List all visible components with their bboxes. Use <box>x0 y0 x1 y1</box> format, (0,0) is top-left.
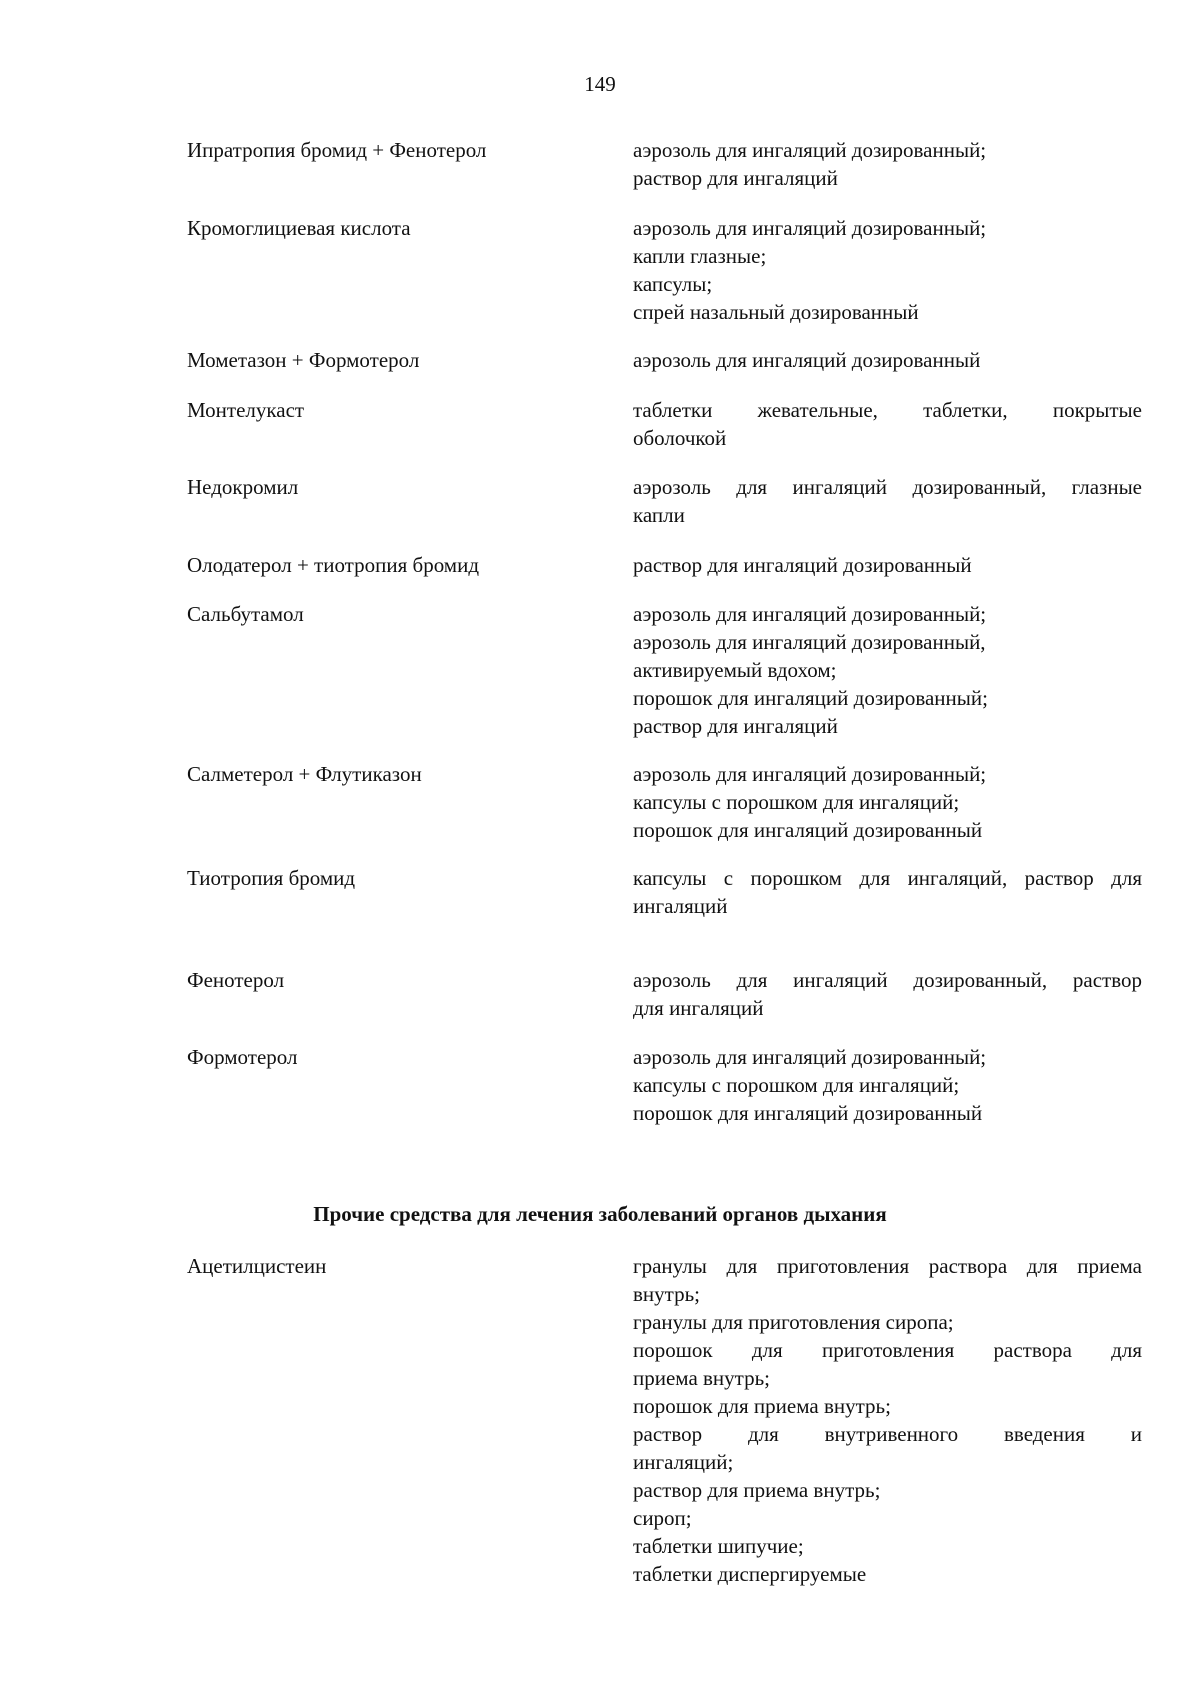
dosage-form-line: оболочкой <box>633 426 727 450</box>
dosage-form-line: таблетки жевательные, таблетки, покрытые <box>633 398 1142 422</box>
page-number: 149 <box>584 72 616 96</box>
dosage-form-line: раствор для ингаляций <box>633 166 838 190</box>
dosage-form-line: раствор для внутривенного введения и <box>633 1422 1142 1446</box>
dosage-forms <box>633 136 1142 192</box>
drug-name: Ипратропия бромид + Фенотерол <box>187 138 487 162</box>
dosage-form-line: для ингаляций <box>633 996 764 1020</box>
section-heading: Прочие средства для лечения заболеваний органов дыхания <box>313 1202 887 1226</box>
drug-name: Ацетилцистеин <box>187 1254 327 1278</box>
dosage-form-line: аэрозоль для ингаляций дозированный, глазные <box>633 475 1142 499</box>
dosage-form-line: гранулы для приготовления сиропа; <box>633 1310 954 1334</box>
dosage-forms <box>633 1043 1142 1127</box>
dosage-form-line: аэрозоль для ингаляций дозированный, <box>633 630 986 654</box>
dosage-form-line: капли глазные; <box>633 244 767 268</box>
dosage-form-line: капсулы с порошком для ингаляций, раствор для <box>633 866 1142 890</box>
dosage-forms <box>633 864 1142 920</box>
dosage-forms <box>633 473 1142 529</box>
drug-name: Олодатерол + тиотропия бромид <box>187 553 480 577</box>
drug-name: Кромоглициевая кислота <box>187 216 411 240</box>
dosage-forms <box>633 551 1142 579</box>
dosage-form-line: капсулы с порошком для ингаляций; <box>633 790 960 814</box>
dosage-form-line: капсулы; <box>633 272 713 296</box>
drug-name: Салметерол + Флутиказон <box>187 762 422 786</box>
dosage-form-line: капсулы с порошком для ингаляций; <box>633 1073 960 1097</box>
dosage-form-line: порошок для ингаляций дозированный <box>633 818 983 842</box>
drug-name: Фенотерол <box>187 968 285 992</box>
dosage-form-line: аэрозоль для ингаляций дозированный; <box>633 762 987 786</box>
dosage-forms <box>633 760 1142 844</box>
dosage-form-line: таблетки диспергируемые <box>633 1562 867 1586</box>
dosage-form-line: раствор для ингаляций <box>633 714 838 738</box>
dosage-form-line: аэрозоль для ингаляций дозированный, раствор <box>633 968 1142 992</box>
dosage-form-line: аэрозоль для ингаляций дозированный; <box>633 602 987 626</box>
dosage-form-line: ингаляций <box>633 894 728 918</box>
dosage-form-line: приема внутрь; <box>633 1366 771 1390</box>
dosage-forms <box>633 346 1142 374</box>
dosage-form-line: раствор для ингаляций дозированный <box>633 553 972 577</box>
drug-name: Сальбутамол <box>187 602 304 626</box>
dosage-form-line: порошок для приготовления раствора для <box>633 1338 1142 1362</box>
dosage-form-line: сироп; <box>633 1506 692 1530</box>
drug-name: Монтелукаст <box>187 398 305 422</box>
dosage-form-line: внутрь; <box>633 1282 700 1306</box>
dosage-form-line: аэрозоль для ингаляций дозированный <box>633 348 981 372</box>
dosage-form-line: аэрозоль для ингаляций дозированный; <box>633 138 987 162</box>
dosage-form-line: таблетки шипучие; <box>633 1534 804 1558</box>
dosage-form-line: порошок для приема внутрь; <box>633 1394 891 1418</box>
dosage-forms <box>633 1252 1142 1588</box>
drug-name: Формотерол <box>187 1045 298 1069</box>
dosage-form-line: активируемый вдохом; <box>633 658 837 682</box>
dosage-forms <box>633 214 1142 326</box>
dosage-form-line: спрей назальный дозированный <box>633 300 919 324</box>
dosage-form-line: раствор для приема внутрь; <box>633 1478 881 1502</box>
drug-name: Мометазон + Формотерол <box>187 348 420 372</box>
dosage-form-line: порошок для ингаляций дозированный <box>633 1101 983 1125</box>
dosage-form-line: аэрозоль для ингаляций дозированный; <box>633 1045 987 1069</box>
dosage-form-line: гранулы для приготовления раствора для приема <box>633 1254 1142 1278</box>
dosage-forms <box>633 396 1142 452</box>
drug-name: Недокромил <box>187 475 299 499</box>
dosage-form-line: порошок для ингаляций дозированный; <box>633 686 988 710</box>
dosage-form-line: ингаляций; <box>633 1450 734 1474</box>
dosage-forms <box>633 966 1142 1022</box>
dosage-forms <box>633 600 1142 740</box>
drug-name: Тиотропия бромид <box>187 866 356 890</box>
dosage-form-line: аэрозоль для ингаляций дозированный; <box>633 216 987 240</box>
dosage-form-line: капли <box>633 503 685 527</box>
